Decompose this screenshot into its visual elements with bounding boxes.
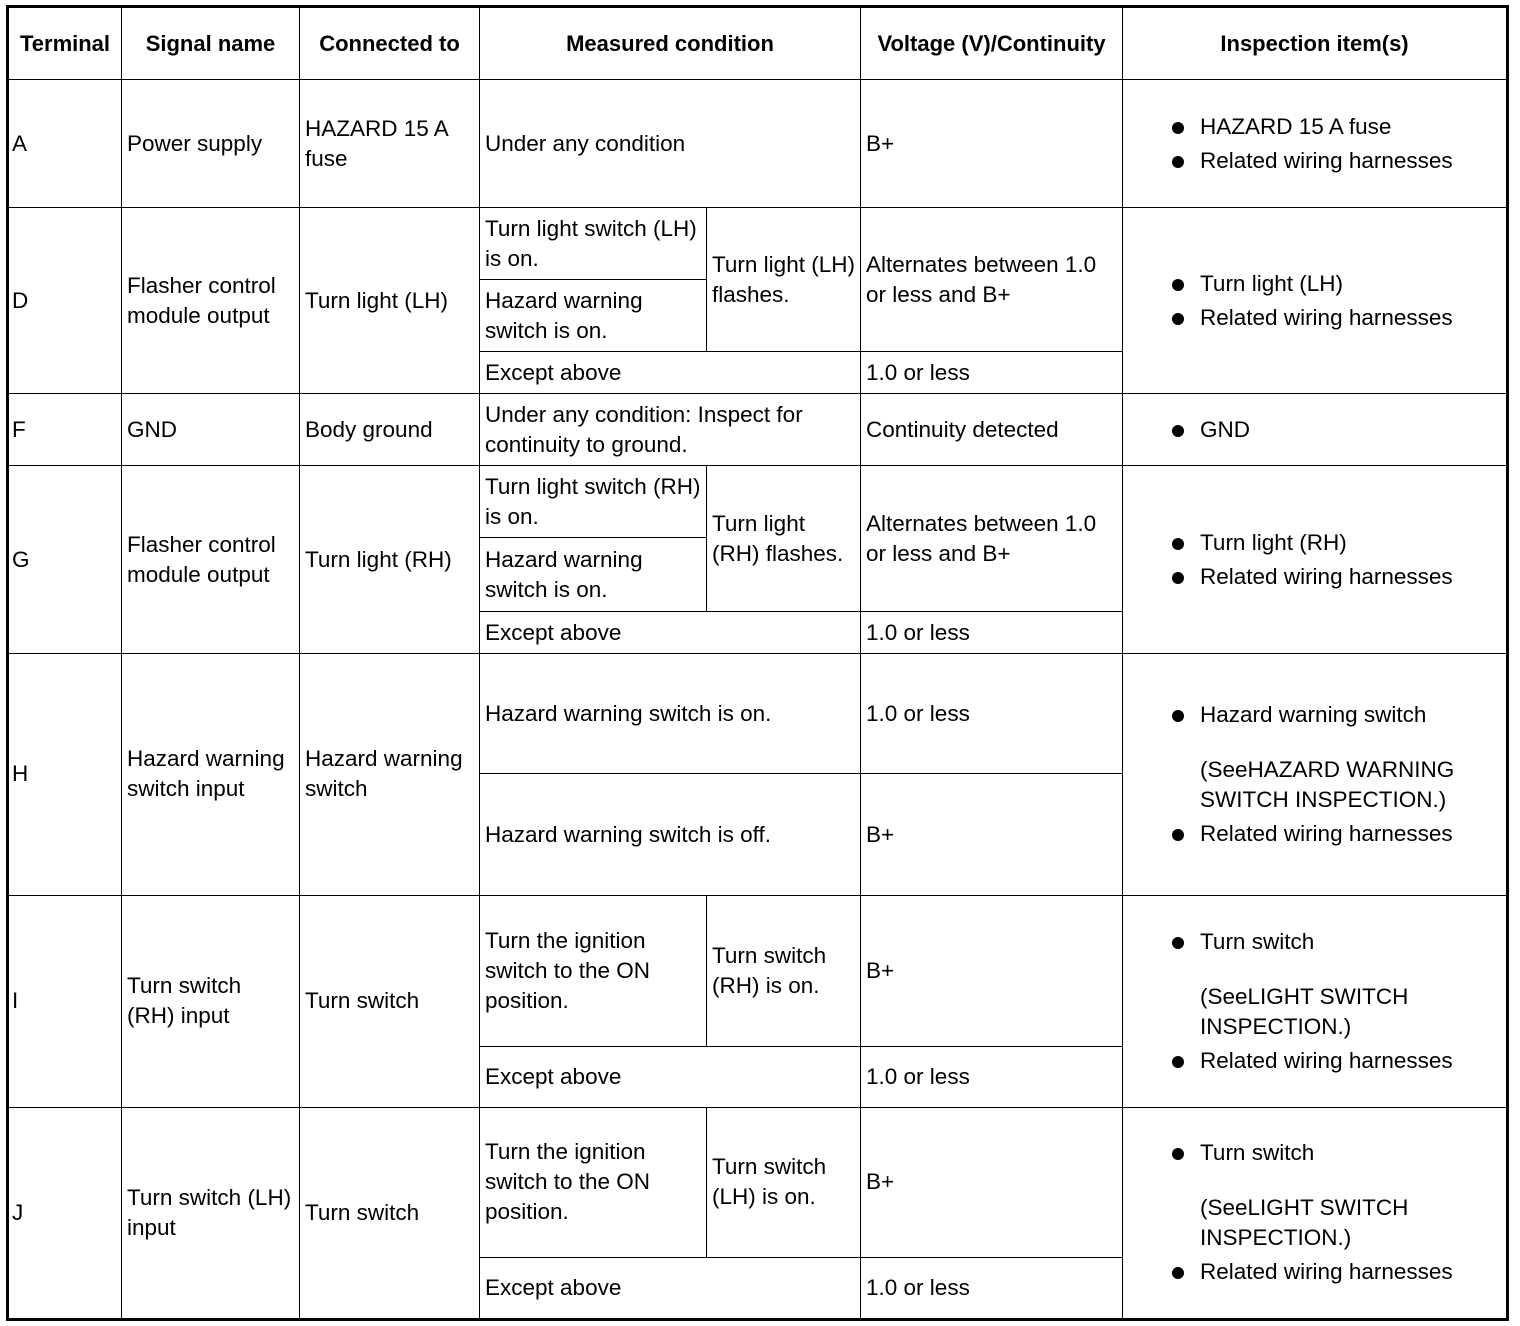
value-cell: 1.0 or less — [861, 1257, 1123, 1319]
signal-name-cell: Turn switch (LH) input — [122, 1107, 300, 1319]
value-cell: Continuity detected — [861, 394, 1123, 466]
value-cell: B+ — [861, 80, 1123, 208]
inspection-item: Related wiring harnesses — [1200, 562, 1501, 592]
value-cell: Alternates between 1.0 or less and B+ — [861, 466, 1123, 612]
inspection-cell — [1123, 394, 1508, 466]
connected-to-cell: HAZARD 15 A fuse — [300, 80, 480, 208]
table-row — [8, 208, 1508, 280]
inspection-reference-note: (SeeHAZARD WARNING SWITCH INSPECTION.) — [1200, 756, 1455, 812]
connected-to-cell: Hazard warning switch — [300, 654, 480, 895]
header-connected-to: Connected to — [300, 7, 480, 80]
condition-cell: Except above — [480, 352, 861, 394]
inspection-item — [1200, 700, 1501, 815]
condition-cell: Hazard warning switch is on. — [480, 280, 707, 352]
value-cell: 1.0 or less — [861, 612, 1123, 654]
table-row — [8, 1107, 1508, 1257]
inspection-list — [1128, 112, 1501, 176]
value-cell: B+ — [861, 1107, 1123, 1257]
header-signal-name: Signal name — [122, 7, 300, 80]
signal-name-cell: Flasher control module output — [122, 466, 300, 654]
value-cell: 1.0 or less — [861, 1046, 1123, 1107]
condition-cell: Turn light switch (LH) is on. — [480, 208, 707, 280]
signal-name-cell: Power supply — [122, 80, 300, 208]
terminal-cell: F — [8, 394, 122, 466]
inspection-item: GND — [1200, 415, 1501, 445]
inspection-list — [1128, 1138, 1501, 1287]
terminal-cell: A — [8, 80, 122, 208]
terminal-cell: D — [8, 208, 122, 394]
inspection-item: Related wiring harnesses — [1200, 1046, 1501, 1076]
terminal-inspection-table — [6, 5, 1509, 1321]
table-row — [8, 394, 1508, 466]
condition-cell: Under any condition — [480, 80, 861, 208]
condition-cell: Except above — [480, 612, 861, 654]
inspection-item: HAZARD 15 A fuse — [1200, 112, 1501, 142]
inspection-item: Related wiring harnesses — [1200, 146, 1501, 176]
inspection-list — [1128, 700, 1501, 849]
table-row — [8, 80, 1508, 208]
table-row — [8, 895, 1508, 1046]
header-inspection-items: Inspection item(s) — [1123, 7, 1508, 80]
inspection-cell — [1123, 654, 1508, 895]
inspection-cell — [1123, 466, 1508, 654]
condition-result-cell: Turn light (RH) flashes. — [707, 466, 861, 612]
value-cell: B+ — [861, 895, 1123, 1046]
condition-cell: Hazard warning switch is off. — [480, 774, 861, 895]
connected-to-cell: Turn light (RH) — [300, 466, 480, 654]
inspection-item — [1200, 1138, 1501, 1253]
inspection-reference-note: (SeeLIGHT SWITCH INSPECTION.) — [1200, 983, 1409, 1039]
terminal-cell: J — [8, 1107, 122, 1319]
condition-result-cell: Turn switch (RH) is on. — [707, 895, 861, 1046]
inspection-item-label: Turn switch — [1200, 1140, 1315, 1166]
connected-to-cell: Body ground — [300, 394, 480, 466]
connected-to-cell: Turn switch — [300, 895, 480, 1107]
inspection-item: Turn light (RH) — [1200, 528, 1501, 558]
inspection-item: Related wiring harnesses — [1200, 819, 1501, 849]
inspection-reference-note: (SeeLIGHT SWITCH INSPECTION.) — [1200, 1195, 1409, 1251]
condition-cell: Turn the ignition switch to the ON position. — [480, 895, 707, 1046]
signal-name-cell: Hazard warning switch input — [122, 654, 300, 895]
condition-result-cell: Turn switch (LH) is on. — [707, 1107, 861, 1257]
inspection-item: Related wiring harnesses — [1200, 303, 1501, 333]
inspection-list — [1128, 269, 1501, 333]
inspection-item: Related wiring harnesses — [1200, 1257, 1501, 1287]
connected-to-cell: Turn switch — [300, 1107, 480, 1319]
value-cell: B+ — [861, 774, 1123, 895]
inspection-item-label: Turn switch — [1200, 928, 1315, 954]
signal-name-cell: GND — [122, 394, 300, 466]
inspection-cell — [1123, 80, 1508, 208]
condition-cell: Except above — [480, 1046, 861, 1107]
signal-name-cell: Turn switch (RH) input — [122, 895, 300, 1107]
connected-to-cell: Turn light (LH) — [300, 208, 480, 394]
table-row — [8, 654, 1508, 774]
inspection-cell — [1123, 1107, 1508, 1319]
header-terminal: Terminal — [8, 7, 122, 80]
value-cell: 1.0 or less — [861, 654, 1123, 774]
terminal-cell: G — [8, 466, 122, 654]
inspection-item: Turn light (LH) — [1200, 269, 1501, 299]
inspection-item-label: Hazard warning switch — [1200, 701, 1427, 727]
value-cell: 1.0 or less — [861, 352, 1123, 394]
inspection-list — [1128, 528, 1501, 592]
signal-name-cell: Flasher control module output — [122, 208, 300, 394]
table-row — [8, 466, 1508, 538]
inspection-cell — [1123, 895, 1508, 1107]
inspection-list — [1128, 927, 1501, 1076]
condition-cell: Hazard warning switch is on. — [480, 538, 707, 612]
condition-cell: Except above — [480, 1257, 861, 1319]
condition-cell: Hazard warning switch is on. — [480, 654, 861, 774]
condition-cell: Turn light switch (RH) is on. — [480, 466, 707, 538]
inspection-item — [1200, 927, 1501, 1042]
condition-result-cell: Turn light (LH) flashes. — [707, 208, 861, 352]
header-row — [8, 7, 1508, 80]
header-measured-condition: Measured condition — [480, 7, 861, 80]
inspection-list — [1128, 415, 1501, 445]
inspection-cell — [1123, 208, 1508, 394]
terminal-cell: H — [8, 654, 122, 895]
header-voltage-continuity: Voltage (V)/Continuity — [861, 7, 1123, 80]
condition-cell: Turn the ignition switch to the ON position. — [480, 1107, 707, 1257]
terminal-cell: I — [8, 895, 122, 1107]
condition-cell: Under any condition: Inspect for continuity to ground. — [480, 394, 861, 466]
value-cell: Alternates between 1.0 or less and B+ — [861, 208, 1123, 352]
